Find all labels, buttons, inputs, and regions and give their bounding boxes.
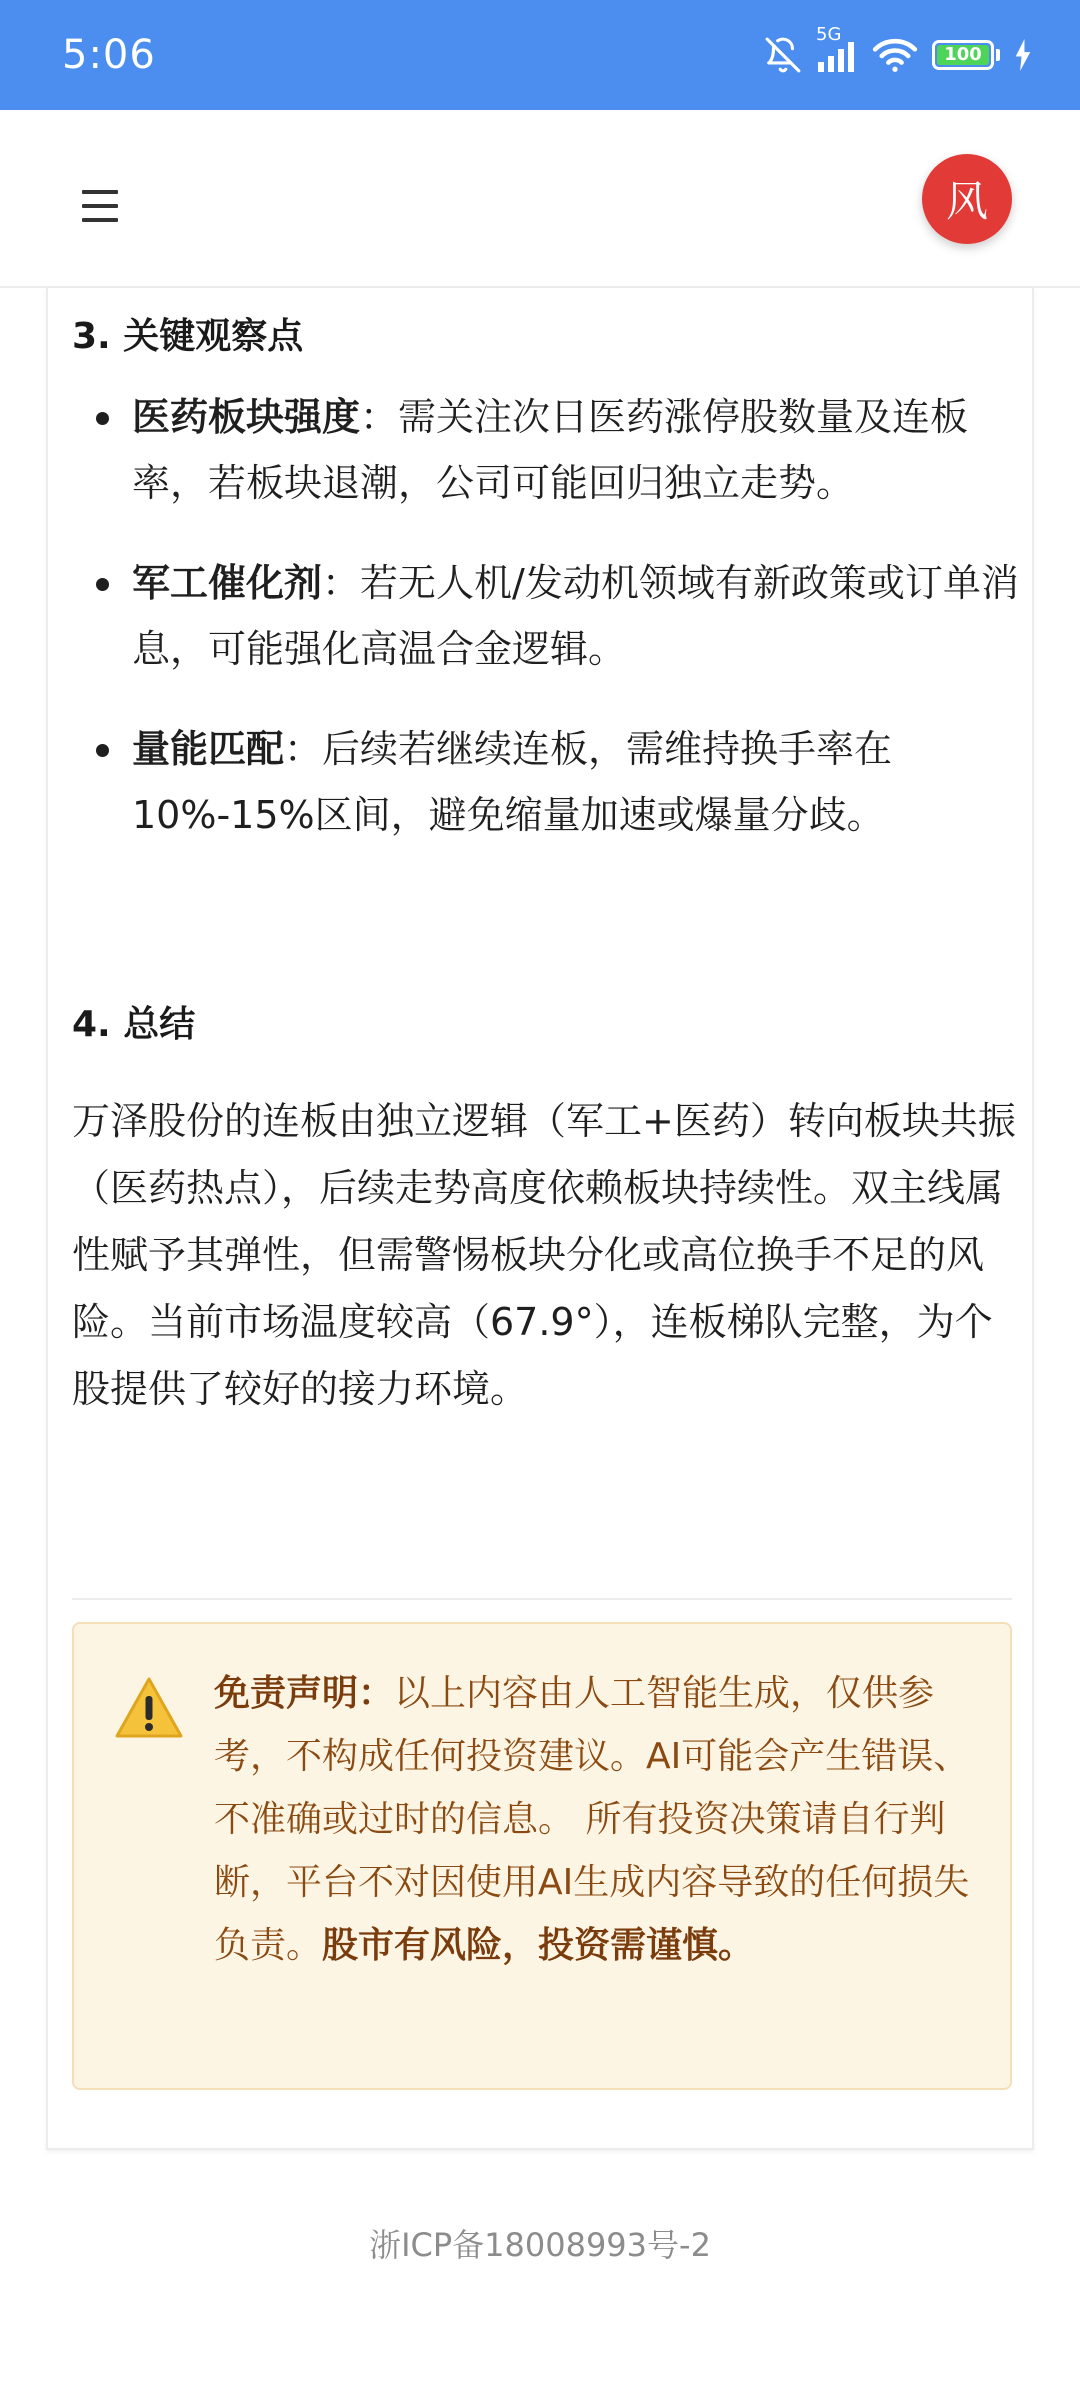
article-card [46, 288, 1034, 2150]
section-heading-observations: 3. 关键观察点 [72, 316, 304, 357]
list-item: 医药板块强度：需关注次日医药涨停股数量及连板率，若板块退潮，公司可能回归独立走势。 [72, 384, 1022, 516]
disclaimer-box [72, 1622, 1012, 2090]
battery-icon [932, 40, 1000, 70]
status-bar [0, 0, 1080, 110]
network-type: 5G [816, 24, 842, 45]
signal-icon [816, 24, 858, 72]
item-label: 医药板块强度 [132, 395, 361, 439]
disclaimer-text [214, 1662, 984, 1977]
section-heading-summary: 4. 总结 [72, 1004, 196, 1045]
disclaimer-title: 免责声明： [214, 1673, 395, 1714]
hamburger-menu-icon[interactable] [82, 176, 142, 236]
status-time: 5:06 [62, 32, 156, 78]
warning-icon [114, 1676, 184, 1740]
wifi-icon [872, 37, 918, 73]
app-header [0, 110, 1080, 288]
observation-list [72, 384, 1022, 848]
status-icons [764, 24, 1032, 74]
item-label: 军工催化剂 [132, 561, 323, 605]
avatar[interactable]: 风 [922, 154, 1012, 244]
bell-off-icon [764, 36, 802, 74]
list-item: 量能匹配：后续若继续连板，需维持换手率在10%-15%区间，避免缩量加速或爆量分歧。 [72, 716, 1022, 848]
item-text: 后续若继续连板，需维持换手率在10%-15%区间，避免缩量加速或爆量分歧。 [132, 727, 893, 837]
item-label: 量能匹配 [132, 727, 285, 771]
icp-license-link[interactable]: 浙ICP备18008993号-2 [369, 2226, 711, 2264]
battery-level: 100 [937, 45, 989, 65]
item-text: 需关注次日医药涨停股数量及连板率，若板块退潮，公司可能回归独立走势。 [132, 395, 969, 505]
disclaimer-emphasis: 股市有风险，投资需谨慎。 [322, 1925, 755, 1966]
charging-icon [1014, 39, 1032, 71]
disclaimer-body: 以上内容由人工智能生成，仅供参考，不构成任何投资建议。AI可能会产生错误、不准确或过时的信息。 所有投资决策请自行判断，平台不对因使用AI生成内容导致的任何损失负责。 [214, 1673, 970, 1966]
item-text: 若无人机/发动机领域有新政策或订单消息，可能强化高温合金逻辑。 [132, 561, 1019, 671]
summary-paragraph: 万泽股份的连板由独立逻辑（军工+医药）转向板块共振（医药热点），后续走势高度依赖板块持续性。双主线属性赋予其弹性，但需警惕板块分化或高位换手不足的风险。当前市场温度较高（67.9°），连板梯队完整，为个股提供了较好的接力环境。 [72, 1099, 1016, 1411]
list-item: 军工催化剂：若无人机/发动机领域有新政策或订单消息，可能强化高温合金逻辑。 [72, 550, 1022, 682]
divider [72, 1598, 1012, 1600]
